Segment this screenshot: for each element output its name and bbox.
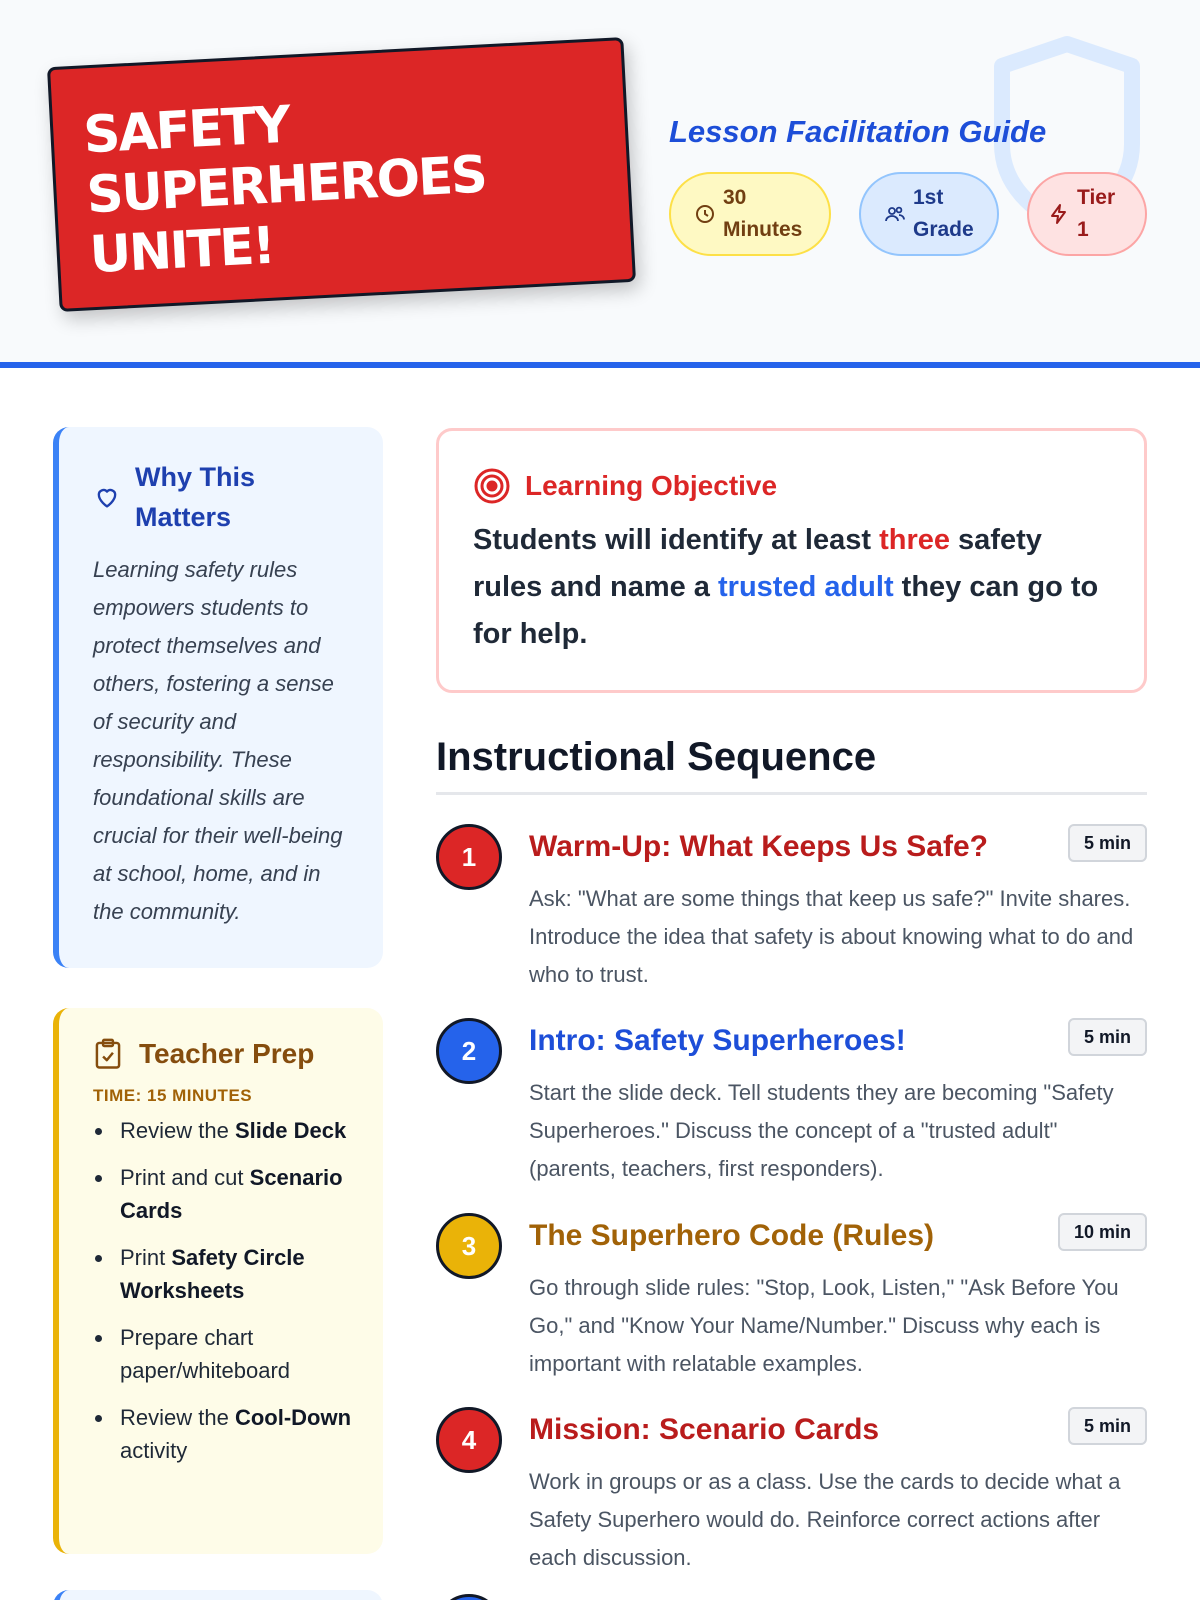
users-icon xyxy=(883,202,907,226)
prep-item-text: Print and cut xyxy=(120,1165,250,1190)
grade-pill xyxy=(859,172,999,256)
tier-value: 1 xyxy=(1077,218,1089,241)
lesson-header xyxy=(0,0,1200,368)
clipboard-check-icon xyxy=(93,1038,123,1070)
step-number: 3 xyxy=(436,1213,502,1279)
prep-item-text: Review the xyxy=(120,1118,235,1143)
prep-item-text: activity xyxy=(120,1438,188,1463)
title-line-1: SAFETY xyxy=(82,95,291,166)
prep-item-emphasis: Cool-Down xyxy=(234,1405,352,1430)
step-number: 1 xyxy=(436,824,502,890)
step-number: 2 xyxy=(436,1018,502,1084)
prep-item-emphasis: Safety Circle Worksheets xyxy=(120,1245,305,1303)
objective-header xyxy=(473,467,1110,505)
guide-subtitle: Lesson Facilitation Guide xyxy=(669,114,1047,149)
prep-item-emphasis: Slide Deck xyxy=(234,1118,347,1143)
prep-list xyxy=(93,1114,359,1467)
prep-item-text: Print xyxy=(120,1245,172,1270)
duration-value: 30 xyxy=(723,186,747,209)
lesson-title xyxy=(82,80,602,286)
why-this-matters-card xyxy=(53,427,383,968)
step-duration-badge: 5 min xyxy=(1068,1018,1147,1056)
duration-unit: Minutes xyxy=(723,218,803,241)
target-icon xyxy=(473,467,511,505)
objective-highlight-trusted-adult: trusted adult xyxy=(718,571,894,603)
prep-item xyxy=(93,1401,359,1467)
zap-icon xyxy=(1047,202,1071,226)
prep-item xyxy=(93,1114,359,1147)
objective-text-part: Students will identify at least xyxy=(473,524,880,556)
prep-header xyxy=(93,1038,359,1070)
prep-item xyxy=(93,1161,359,1227)
step-duration-badge: 5 min xyxy=(1068,1407,1147,1445)
step-title: Warm-Up: What Keeps Us Safe? xyxy=(529,830,988,863)
step-title: The Superhero Code (Rules) xyxy=(529,1219,935,1252)
step-number xyxy=(436,1594,502,1600)
title-line-3: UNITE! xyxy=(88,216,276,286)
learning-objective-card xyxy=(436,428,1147,693)
step-description: Go through slide rules: "Stop, Look, Listen," "Ask Before You Go," and "Know Your Name/Number." Discuss why each is important with relatable examples. xyxy=(529,1275,1119,1376)
duration-pill xyxy=(669,172,831,256)
why-text: Learning safety rules empowers students to protect themselves and others, fostering a sense of security and responsibility. These foundational skills are crucial for their well-being at school, home, and in the community. xyxy=(93,557,343,924)
grade-text xyxy=(913,182,974,246)
step-duration-badge: 5 min xyxy=(1068,824,1147,862)
why-header xyxy=(93,457,355,537)
objective-highlight-three: three xyxy=(879,524,950,556)
clock-icon xyxy=(693,202,717,226)
step-title: Mission: Scenario Cards xyxy=(529,1413,880,1446)
prep-title: Teacher Prep xyxy=(139,1038,315,1069)
sequence-heading: Instructional Sequence xyxy=(436,735,1147,795)
prep-item-text: Prepare chart paper/whiteboard xyxy=(120,1325,291,1383)
step-title: Intro: Safety Superheroes! xyxy=(529,1024,906,1057)
prep-item-text: Review the xyxy=(120,1405,235,1430)
step-description: Work in groups or as a class. Use the cards to decide what a Safety Superhero would do. Reinforce correct actions after each discussion. xyxy=(529,1469,1121,1570)
objective-text-part: they can go to for help. xyxy=(473,571,1099,650)
objective-title: Learning Objective xyxy=(525,470,778,501)
step-description: Ask: "What are some things that keep us safe?" Invite shares. Introduce the idea that safety is about knowing what to do and who to trust. xyxy=(529,886,1134,987)
prep-item xyxy=(93,1321,359,1387)
teacher-prep-card xyxy=(53,1008,383,1554)
step-description: Start the slide deck. Tell students they are becoming "Safety Superheroes." Discuss the concept of a "trusted adult" (parents, teachers, first responders). xyxy=(529,1080,1114,1181)
heart-icon xyxy=(93,483,121,511)
prep-item xyxy=(93,1241,359,1307)
tier-label: Tier xyxy=(1077,186,1116,209)
tier-pill xyxy=(1027,172,1147,256)
prep-time: TIME: 15 MINUTES xyxy=(93,1086,253,1105)
grade-unit: Grade xyxy=(913,218,974,241)
why-title: Why This Matters xyxy=(135,462,255,532)
prep-item-emphasis: Scenario Cards xyxy=(120,1165,343,1223)
duration-text xyxy=(723,182,802,246)
step-number: 4 xyxy=(436,1407,502,1473)
title-line-2: SUPERHEROES xyxy=(85,145,488,226)
objective-text-part: safety rules and name a xyxy=(473,524,1042,603)
grade-value: 1st xyxy=(913,186,944,209)
lesson-title-card xyxy=(47,37,636,312)
objective-text xyxy=(473,517,1110,658)
next-sidebar-card xyxy=(53,1590,383,1600)
step-duration-badge: 10 min xyxy=(1058,1213,1147,1251)
tier-text xyxy=(1077,182,1115,246)
